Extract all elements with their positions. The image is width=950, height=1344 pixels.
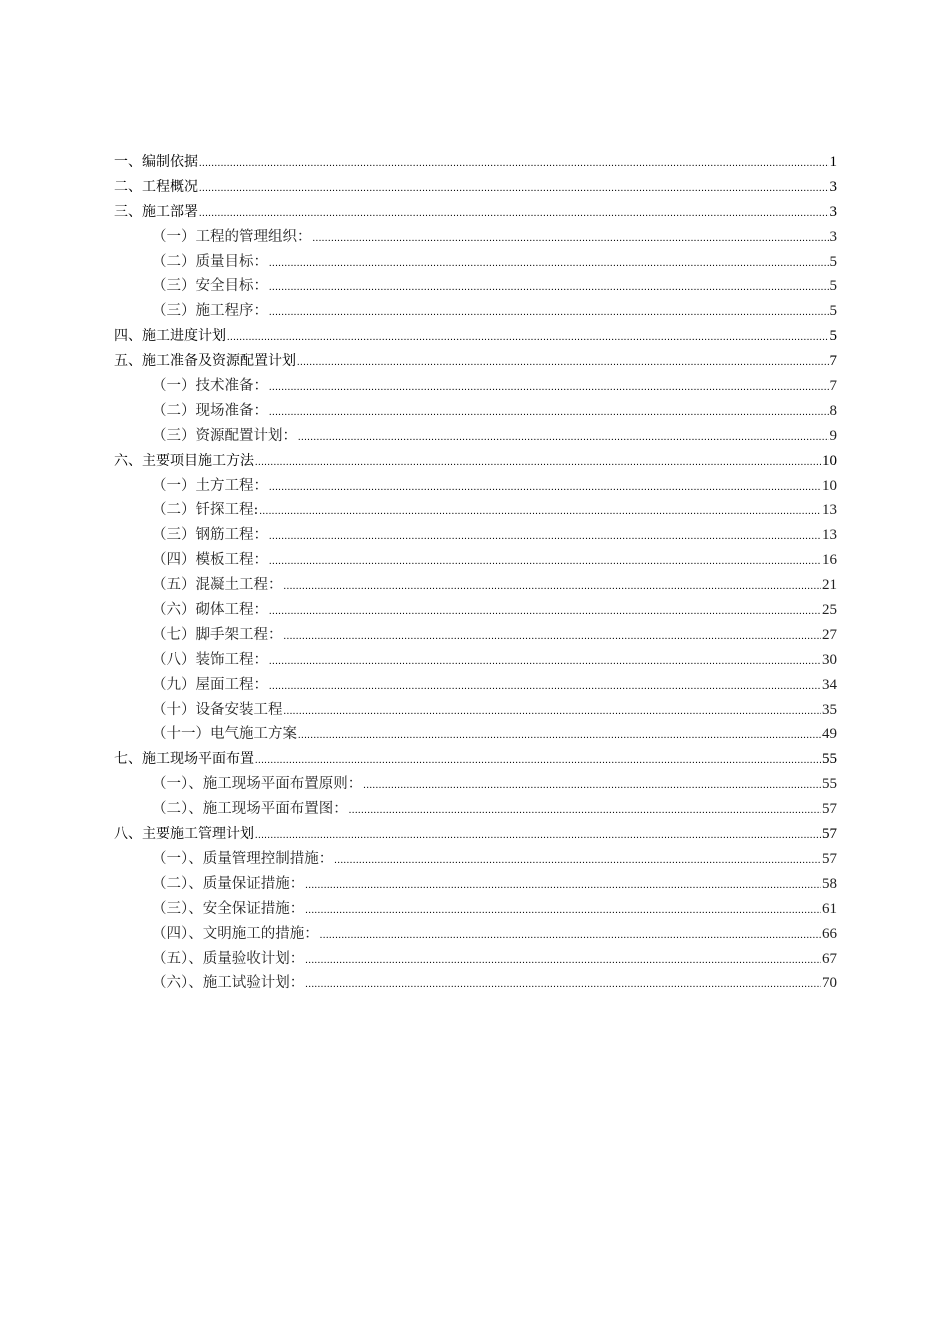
toc-entry[interactable] [114, 747, 837, 772]
toc-dot-leader [199, 152, 829, 177]
toc-entry[interactable] [114, 299, 837, 324]
toc-dot-leader [305, 874, 821, 899]
toc-entry-page-number: 35 [822, 701, 837, 718]
toc-entry-title: （六）砌体工程： [152, 602, 268, 619]
toc-entry-page-number: 5 [829, 328, 837, 345]
toc-entry-page-number: 10 [822, 452, 837, 469]
toc-entry-page-number: 21 [822, 577, 837, 594]
toc-entry-title: （二）现场准备： [152, 402, 268, 419]
toc-entry[interactable] [114, 872, 837, 897]
toc-entry-title: 六、主要项目施工方法 [114, 452, 254, 469]
toc-dot-leader [255, 451, 821, 476]
toc-entry-title: （十一）电气施工方案 [152, 726, 297, 743]
toc-dot-leader [269, 301, 829, 326]
toc-entry-page-number: 5 [829, 278, 837, 295]
toc-dot-leader [269, 252, 829, 277]
toc-dot-leader [349, 799, 821, 824]
toc-dot-leader [269, 376, 829, 401]
toc-entry-title: （十）设备安装工程 [152, 701, 283, 718]
toc-entry-title: （一）、施工现场平面布置原则： [152, 776, 363, 793]
toc-entry-title: （五）、质量验收计划： [152, 950, 305, 967]
toc-entry[interactable] [114, 150, 837, 175]
toc-entry[interactable] [114, 349, 837, 374]
toc-entry-title: 四、施工进度计划 [114, 328, 226, 345]
toc-entry[interactable] [114, 274, 837, 299]
toc-dot-leader [284, 575, 822, 600]
toc-entry-title: （一）土方工程： [152, 477, 268, 494]
toc-entry-page-number: 10 [822, 477, 837, 494]
toc-entry-page-number: 57 [822, 801, 837, 818]
toc-entry[interactable] [114, 250, 837, 275]
toc-dot-leader [334, 849, 821, 874]
toc-dot-leader [269, 401, 829, 426]
toc-dot-leader [199, 202, 829, 227]
toc-entry[interactable] [114, 673, 837, 698]
toc-entry-page-number: 27 [822, 626, 837, 643]
toc-entry[interactable] [114, 424, 837, 449]
toc-entry-title: （三）安全目标： [152, 278, 268, 295]
toc-entry[interactable] [114, 498, 837, 523]
toc-entry-page-number: 55 [822, 751, 837, 768]
toc-entry[interactable] [114, 722, 837, 747]
toc-entry-title: 七、施工现场平面布置 [114, 751, 254, 768]
toc-dot-leader [298, 426, 829, 451]
toc-entry-page-number: 3 [829, 228, 837, 245]
toc-entry-page-number: 58 [822, 875, 837, 892]
toc-entry-title: （二）、施工现场平面布置图： [152, 801, 348, 818]
toc-entry[interactable] [114, 225, 837, 250]
toc-entry-title: （三）施工程序： [152, 303, 268, 320]
toc-entry-title: （三）、安全保证措施： [152, 900, 305, 917]
toc-entry-page-number: 66 [822, 925, 837, 942]
toc-dot-leader [227, 326, 829, 351]
toc-entry-title: 二、工程概况 [114, 178, 198, 195]
toc-entry-page-number: 30 [822, 651, 837, 668]
toc-entry-title: （三）钢筋工程： [152, 527, 268, 544]
toc-entry-page-number: 70 [822, 975, 837, 992]
toc-dot-leader [269, 600, 821, 625]
toc-entry-title: 八、主要施工管理计划 [114, 826, 254, 843]
toc-entry-title: （二）、质量保证措施： [152, 875, 305, 892]
toc-entry-page-number: 3 [829, 203, 837, 220]
toc-entry-page-number: 1 [829, 154, 837, 170]
toc-entry-title: （九）屋面工程： [152, 676, 268, 693]
toc-entry[interactable] [114, 200, 837, 225]
toc-entry-title: （一）工程的管理组织： [152, 228, 312, 245]
toc-entry[interactable] [114, 573, 837, 598]
toc-dot-leader [269, 525, 821, 550]
toc-entry[interactable] [114, 449, 837, 474]
toc-entry[interactable] [114, 797, 837, 822]
toc-dot-leader [269, 550, 821, 575]
toc-entry-title: 一、编制依据 [114, 154, 198, 170]
toc-entry-title: （二）质量目标： [152, 253, 268, 270]
toc-entry-title: （七）脚手架工程： [152, 626, 283, 643]
toc-entry-title: （六）、施工试验计划： [152, 975, 305, 992]
toc-entry[interactable] [114, 399, 837, 424]
toc-entry[interactable] [114, 847, 837, 872]
toc-dot-leader [363, 774, 821, 799]
toc-dot-leader [269, 276, 829, 301]
toc-entry-page-number: 57 [822, 850, 837, 867]
toc-dot-leader [269, 650, 821, 675]
toc-dot-leader [313, 227, 829, 252]
toc-entry-title: 五、施工准备及资源配置计划 [114, 353, 296, 370]
toc-entry-page-number: 5 [829, 303, 837, 320]
toc-dot-leader [255, 824, 821, 849]
toc-entry-page-number: 5 [829, 253, 837, 270]
toc-entry-page-number: 13 [822, 527, 837, 544]
toc-entry-page-number: 7 [829, 353, 837, 370]
toc-dot-leader [199, 177, 829, 202]
toc-entry[interactable] [114, 324, 837, 349]
toc-dot-leader [259, 500, 821, 525]
toc-entry[interactable] [114, 648, 837, 673]
toc-entry[interactable] [114, 474, 837, 499]
toc-entry[interactable] [114, 598, 837, 623]
toc-entry-page-number: 49 [822, 726, 837, 743]
toc-entry-title: （一）技术准备： [152, 378, 268, 395]
toc-entry-title: （一）、质量管理控制措施： [152, 850, 334, 867]
toc-entry-page-number: 7 [829, 378, 837, 395]
toc-entry[interactable] [114, 772, 837, 797]
toc-entry[interactable] [114, 922, 837, 947]
toc-entry-page-number: 25 [822, 602, 837, 619]
toc-entry-title: 三、施工部署 [114, 203, 198, 220]
toc-dot-leader [284, 625, 822, 650]
toc-entry[interactable] [114, 971, 837, 996]
toc-entry-title: （四）、文明施工的措施： [152, 925, 319, 942]
toc-entry-page-number: 57 [822, 826, 837, 843]
toc-dot-leader [305, 899, 821, 924]
toc-entry[interactable] [114, 822, 837, 847]
toc-entry[interactable] [114, 698, 837, 723]
toc-entry-title: （八）装饰工程： [152, 651, 268, 668]
toc-dot-leader [297, 351, 829, 376]
toc-entry-page-number: 8 [829, 402, 837, 419]
toc-dot-leader [255, 749, 821, 774]
toc-dot-leader [269, 675, 821, 700]
toc-entry-page-number: 13 [822, 502, 837, 519]
toc-entry[interactable] [114, 548, 837, 573]
toc-entry-page-number: 16 [822, 552, 837, 569]
toc-entry-page-number: 61 [822, 900, 837, 917]
toc-entry[interactable] [114, 175, 837, 200]
toc-entry[interactable] [114, 897, 837, 922]
toc-entry-title: （三）资源配置计划： [152, 427, 297, 444]
toc-entry-page-number: 55 [822, 776, 837, 793]
toc-entry-page-number: 9 [829, 427, 837, 444]
toc-dot-leader [269, 476, 821, 501]
toc-entry[interactable] [114, 523, 837, 548]
toc-entry-title: （二）钎探工程: [152, 502, 259, 519]
toc-entry[interactable] [114, 374, 837, 399]
toc-dot-leader [305, 949, 821, 974]
toc-entry-title: （四）模板工程： [152, 552, 268, 569]
toc-dot-leader [320, 924, 821, 949]
table-of-contents [114, 150, 837, 996]
toc-dot-leader [305, 973, 821, 998]
toc-entry-page-number: 3 [829, 178, 837, 195]
toc-entry[interactable] [114, 947, 837, 972]
toc-entry-title: （五）混凝土工程： [152, 577, 283, 594]
toc-dot-leader [298, 724, 821, 749]
toc-entry[interactable] [114, 623, 837, 648]
toc-entry-page-number: 34 [822, 676, 837, 693]
toc-entry-page-number: 67 [822, 950, 837, 967]
toc-dot-leader [284, 700, 822, 725]
